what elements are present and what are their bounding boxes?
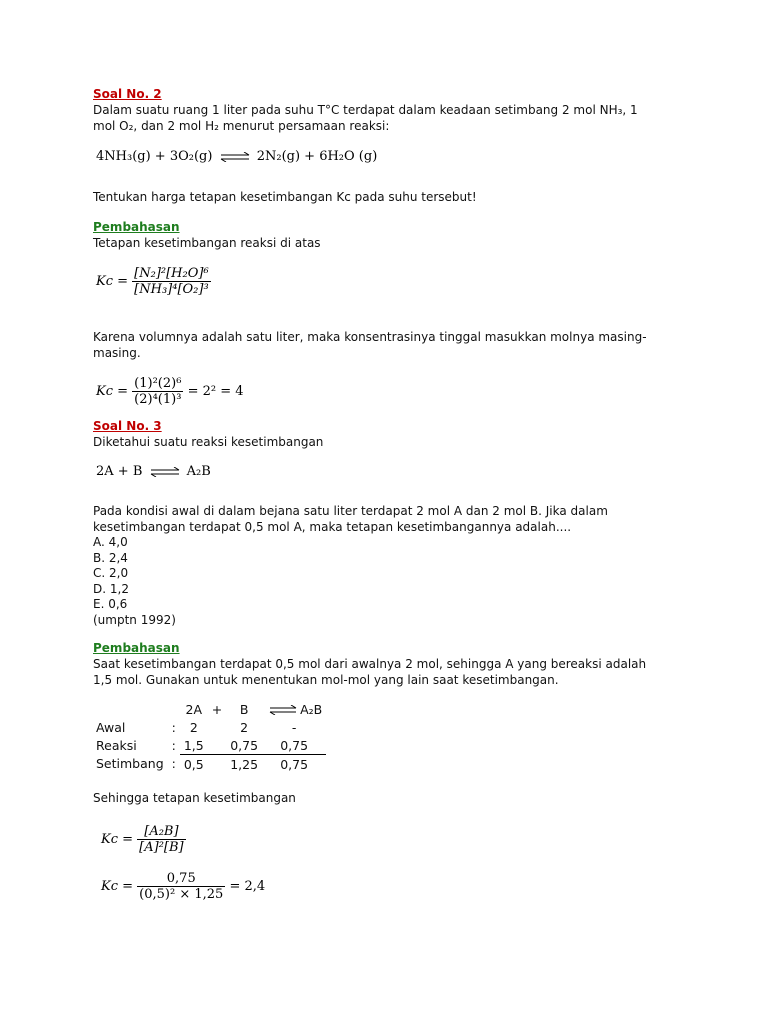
header-b: B bbox=[239, 701, 249, 717]
header-2a: 2A bbox=[185, 701, 203, 717]
calc-denominator: (2)⁴(1)³ bbox=[134, 392, 182, 407]
kc-denominator: [NH₃]⁴[O₂]³ bbox=[134, 282, 209, 297]
row-sep: : bbox=[171, 737, 176, 753]
calc-fraction bbox=[132, 376, 183, 407]
kc-numerator: [N₂]²[H₂O]⁶ bbox=[134, 266, 209, 281]
soal3-problem bbox=[93, 504, 608, 628]
soal3-pembahasan-line2: 1,5 mol. Gunakan untuk menentukan mol-mol yang lain saat kesetimbangan. bbox=[93, 672, 559, 687]
table-header-row bbox=[92, 700, 326, 718]
table-row bbox=[92, 718, 326, 736]
row-label: Setimbang bbox=[96, 756, 164, 772]
soal2-kc-formula bbox=[96, 266, 211, 297]
soal3-problem-line2: kesetimbangan terdapat 0,5 mol A, maka tetapan kesetimbangannya adalah.... bbox=[93, 519, 572, 534]
soal2-note-line1: Karena volumnya adalah satu liter, maka konsentrasinya tinggal masukkan molnya masing- bbox=[93, 330, 647, 344]
row-sep: : bbox=[171, 756, 176, 772]
soal2-title: Soal No. 2 bbox=[93, 87, 162, 101]
row-label: Reaksi bbox=[96, 737, 137, 753]
cell-c: 0,75 bbox=[262, 736, 326, 755]
cell-c: 0,75 bbox=[280, 756, 309, 772]
kc-label: Kc = bbox=[101, 832, 134, 847]
header-product: A₂B bbox=[262, 700, 326, 718]
kc-fraction bbox=[132, 266, 211, 297]
cell-a: 0,5 bbox=[183, 756, 204, 772]
calc-numerator: 0,75 bbox=[166, 871, 196, 886]
soal3-conclusion: Sehingga tetapan kesetimbangan bbox=[93, 791, 296, 805]
soal3-source: (umptn 1992) bbox=[93, 612, 176, 627]
soal2-question: Tentukan harga tetapan kesetimbangan Kc pada suhu tersebut! bbox=[93, 190, 477, 204]
soal3-pembahasan-title: Pembahasan bbox=[93, 641, 180, 655]
soal3-pembahasan-line1: Saat kesetimbangan terdapat 0,5 mol dari awalnya 2 mol, sehingga A yang bereaksi adalah bbox=[93, 657, 647, 671]
soal2-note-line2: masing. bbox=[93, 345, 141, 360]
soal3-equation-right: A₂B bbox=[186, 464, 211, 479]
calc-result: = 2² = 4 bbox=[187, 384, 244, 399]
soal3-reaction-equation bbox=[96, 464, 211, 479]
row-sep: : bbox=[171, 719, 176, 735]
row-label: Awal bbox=[96, 719, 126, 735]
cell-b: 2 bbox=[240, 719, 249, 735]
stoichiometry-table bbox=[92, 700, 326, 773]
soal3-problem-line1: Pada kondisi awal di dalam bejana satu liter terdapat 2 mol A dan 2 mol B. Jika dalam bbox=[93, 504, 608, 518]
calc-denominator: (0,5)² × 1,25 bbox=[139, 887, 224, 902]
option-e: E. 0,6 bbox=[93, 597, 128, 611]
cell-b: 0,75 bbox=[226, 736, 262, 755]
soal3-pembahasan-text bbox=[93, 657, 646, 688]
table-row bbox=[92, 736, 326, 755]
soal3-equation-left: 2A + B bbox=[96, 464, 143, 479]
table-row bbox=[92, 755, 326, 774]
option-b: B. 2,4 bbox=[93, 550, 128, 565]
kc-label: Kc = bbox=[101, 879, 134, 894]
option-a: A. 4,0 bbox=[93, 535, 128, 549]
option-c: C. 2,0 bbox=[93, 566, 129, 580]
soal2-intro-line2: mol O₂, dan 2 mol H₂ menurut persamaan reaksi: bbox=[93, 118, 390, 133]
soal2-pembahasan-title: Pembahasan bbox=[93, 220, 180, 234]
soal2-kc-calculation bbox=[96, 376, 244, 407]
cell-b: 1,25 bbox=[230, 756, 259, 772]
kc-numerator: [A₂B] bbox=[144, 824, 179, 839]
calc-fraction bbox=[137, 871, 225, 902]
soal3-intro: Diketahui suatu reaksi kesetimbangan bbox=[93, 435, 324, 449]
kc-fraction bbox=[137, 824, 185, 855]
cell-a: 1,5 bbox=[180, 736, 208, 755]
equilibrium-arrow-icon bbox=[220, 152, 250, 162]
soal2-reaction-equation bbox=[96, 149, 377, 164]
soal2-equation-right: 2N₂(g) + 6H₂O (g) bbox=[256, 149, 378, 164]
soal3-kc-calculation bbox=[101, 871, 265, 902]
soal3-kc-formula bbox=[101, 824, 186, 855]
option-d: D. 1,2 bbox=[93, 581, 129, 596]
kc-label: Kc = bbox=[96, 384, 129, 399]
kc-denominator: [A]²[B] bbox=[139, 840, 184, 855]
soal3-title: Soal No. 3 bbox=[93, 419, 162, 433]
soal2-pembahasan-text: Tetapan kesetimbangan reaksi di atas bbox=[93, 236, 321, 250]
soal2-intro bbox=[93, 103, 638, 134]
calc-result: = 2,4 bbox=[229, 879, 266, 894]
soal2-note bbox=[93, 330, 647, 361]
equilibrium-arrow-icon bbox=[150, 467, 180, 477]
kc-label: Kc = bbox=[96, 274, 129, 289]
soal2-equation-left: 4NH₃(g) + 3O₂(g) bbox=[96, 149, 213, 164]
header-plus: + bbox=[211, 701, 223, 717]
cell-a: 2 bbox=[189, 719, 198, 735]
calc-numerator: (1)²(2)⁶ bbox=[134, 376, 182, 391]
cell-c: - bbox=[291, 719, 297, 735]
equilibrium-arrow-icon bbox=[269, 705, 297, 715]
soal2-intro-line1: Dalam suatu ruang 1 liter pada suhu T°C terdapat dalam keadaan setimbang 2 mol NH₃, 1 bbox=[93, 103, 638, 117]
